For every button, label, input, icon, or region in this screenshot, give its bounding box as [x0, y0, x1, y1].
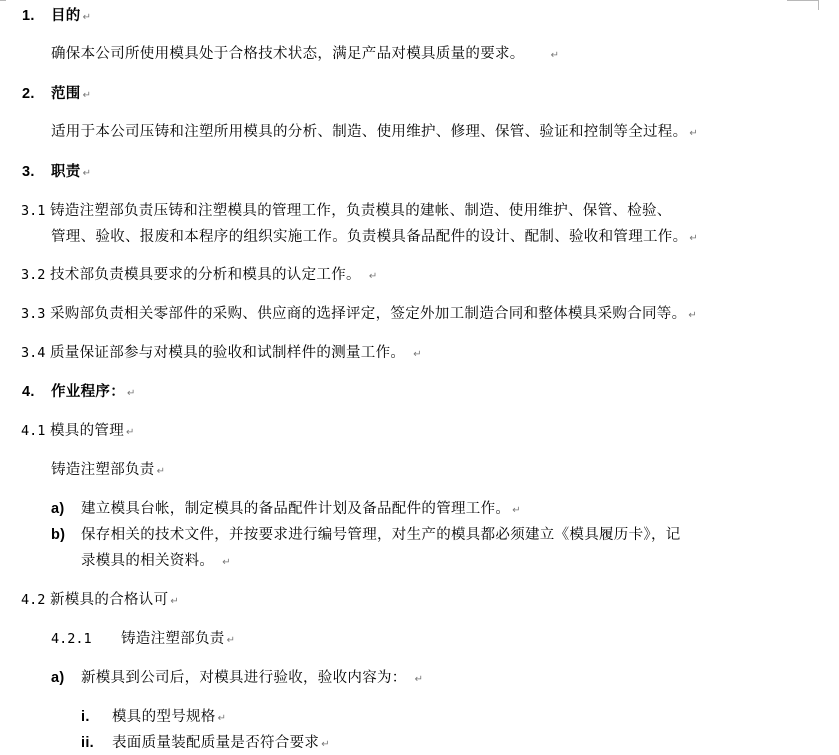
list-item-i [81, 707, 226, 729]
paragraph-mark-icon: ↵ [126, 427, 135, 438]
list-marker: a) [51, 670, 65, 686]
paragraph-mark-icon: ↵ [156, 466, 166, 477]
paragraph-mark-icon: ↵ [414, 674, 424, 685]
clause-number: 4.2.1 [51, 631, 92, 647]
paragraph-mark-icon: ↵ [550, 50, 560, 61]
clause-4-2 [21, 590, 179, 612]
paragraph-text: 适用于本公司压铸和注塑所用模具的分析、制造、使用维护、修理、保管、验证和控制等全过程。 [51, 124, 688, 140]
paragraph-mark-icon: ↵ [413, 349, 422, 360]
clause-text: 采购部负责相关零部件的采购、供应商的选择评定，签定外加工制造合同和整体模具采购合同等。 [50, 306, 687, 322]
paragraph-mark-icon: ↵ [368, 271, 378, 282]
paragraph-mark-icon: ↵ [82, 90, 92, 101]
section-number: 2. [22, 86, 35, 102]
list-item-4-2-1-a [51, 668, 423, 690]
section-title: 作业程序： [51, 384, 125, 400]
clause-text: 新模具的合格认可 [50, 592, 169, 608]
section-heading-scope [22, 84, 91, 106]
list-item-text: 表面质量装配质量是否符合要求 [112, 735, 320, 751]
section-title: 目的 [51, 8, 81, 24]
paragraph-mark-icon: ↵ [222, 557, 231, 568]
clause-4-1-owner [51, 460, 165, 482]
list-marker: a) [51, 501, 65, 517]
list-item-4-1-a [51, 499, 521, 521]
paragraph-mark-icon: ↵ [82, 168, 92, 179]
clause-text: 铸造注塑部负责 [51, 462, 155, 478]
clause-3-3 [21, 304, 697, 326]
section-number: 1. [22, 8, 35, 24]
paragraph-scope [51, 122, 698, 144]
clause-number: 3.1 [21, 203, 46, 219]
page-corner-mark-right [787, 0, 819, 1]
section-number: 3. [22, 164, 35, 180]
list-marker: i. [81, 709, 90, 725]
list-item-text: 新模具到公司后，对模具进行验收，验收内容为： [81, 670, 407, 686]
page-margin-mark [818, 0, 819, 10]
list-marker: ii. [81, 735, 94, 751]
clause-number: 4.2 [21, 592, 46, 608]
section-title: 范围 [51, 86, 81, 102]
paragraph-mark-icon: ↵ [512, 505, 521, 516]
clause-text: 模具的管理 [50, 423, 124, 439]
clause-text: 质量保证部参与对模具的验收和试制样件的测量工作。 [50, 345, 406, 361]
section-heading-procedure [22, 382, 136, 404]
section-number: 4. [22, 384, 35, 400]
clause-3-2 [21, 265, 378, 287]
clause-text: 铸造注塑部负责压铸和注塑模具的管理工作，负责模具的建帐、制造、使用维护、保管、检验、 [50, 203, 672, 219]
page-corner-mark-left [0, 0, 6, 1]
list-item-4-1-b-continued [81, 551, 231, 573]
paragraph-mark-icon: ↵ [217, 713, 227, 724]
clause-text: 管理、验收、报废和本程序的组织实施工作。负责模具备品配件的设计、配制、验收和管理工作。 [51, 229, 688, 245]
list-item-4-1-b [51, 525, 681, 545]
clause-4-2-1 [51, 629, 235, 651]
clause-text: 铸造注塑部负责 [121, 631, 225, 647]
paragraph-mark-icon: ↵ [689, 128, 699, 139]
clause-text: 技术部负责模具要求的分析和模具的认定工作。 [50, 267, 361, 283]
list-item-text: 建立模具台帐，制定模具的备品配件计划及备品配件的管理工作。 [81, 501, 511, 517]
section-heading-responsibilities [22, 162, 91, 184]
paragraph-mark-icon: ↵ [689, 233, 699, 244]
clause-number: 3.3 [21, 306, 46, 322]
paragraph-mark-icon: ↵ [170, 596, 180, 607]
clause-3-1-continued [51, 227, 698, 249]
paragraph-mark-icon: ↵ [82, 12, 92, 23]
paragraph-mark-icon: ↵ [226, 635, 236, 646]
clause-3-4 [21, 343, 422, 365]
clause-number: 3.2 [21, 267, 46, 283]
clause-4-1 [21, 421, 135, 443]
list-item-text: 模具的型号规格 [112, 709, 216, 725]
paragraph-text: 确保本公司所使用模具处于合格技术状态，满足产品对模具质量的要求。 [51, 46, 525, 62]
paragraph-purpose [51, 44, 559, 66]
list-marker: b) [51, 527, 66, 543]
section-title: 职责 [51, 164, 81, 180]
clause-number: 4.1 [21, 423, 46, 439]
clause-number: 3.4 [21, 345, 46, 361]
list-item-text: 录模具的相关资料。 [81, 553, 215, 569]
list-item-text: 保存相关的技术文件，并按要求进行编号管理，对生产的模具都必须建立《模具履历卡》，记 [81, 527, 681, 543]
clause-3-1 [21, 201, 672, 221]
section-heading-purpose [22, 6, 91, 28]
paragraph-mark-icon: ↵ [688, 310, 698, 321]
paragraph-mark-icon: ↵ [127, 388, 136, 399]
paragraph-mark-icon: ↵ [321, 739, 330, 750]
